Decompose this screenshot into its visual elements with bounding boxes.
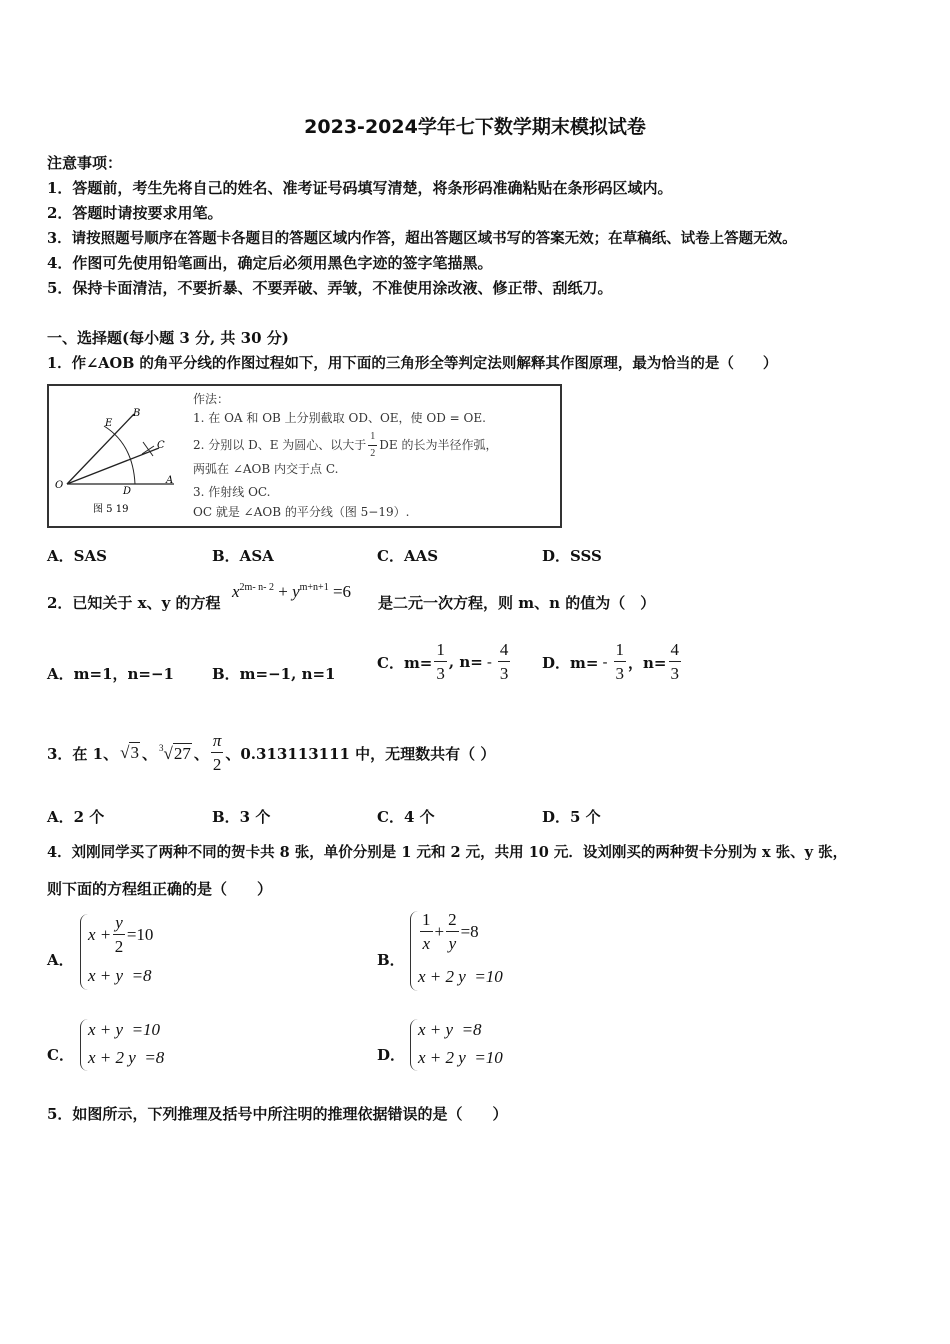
method-step-2 [193,432,497,459]
q4b-plus: + [434,921,445,941]
q4b-n2: 2 [446,911,459,932]
q3-sep-1: 、 [141,744,157,763]
eq-rhs: =6 [328,582,352,601]
half-fraction [368,432,377,459]
q4b-d2: y [448,933,457,953]
page-title: 2023-2024学年七下数学期末模拟试卷 [304,116,646,138]
optc-den-1: 3 [436,664,445,683]
sqrt-3-radicand: 3 [130,743,139,762]
q2-option-a: A．m=1，n=−1 [47,665,174,683]
q3-option-a: A．2 个 [47,808,105,826]
q2-option-b: B．m=−1, n=1 [212,665,336,683]
q4-option-c-label: C． [47,1046,74,1064]
q4-line-1: 4．刘刚同学买了两种不同的贺卡共 8 张，单价分别是 1 元和 2 元，共用 10 元．设刘刚买的两种贺卡分别为 x 张、y 张， [47,844,848,861]
q4a-den: 2 [114,936,124,956]
q4a-eq1-post: =10 [126,924,154,944]
q4-option-b-label: B． [377,951,405,969]
eq-y: y [292,582,300,601]
q4a-eq2: x + y =8 [88,966,152,985]
q4-option-c-system [80,1019,201,1071]
q2-option-c [377,638,512,686]
cbrt-index: 3 [158,742,164,753]
optc-den-2: 3 [499,664,509,683]
label-e: E [105,418,113,429]
half-num: 1 [368,432,377,446]
label-c: C [157,440,165,451]
step2-part-b: DE 的长为半径作弧， [379,438,498,452]
method-step-2c: 两弧在 ∠AOB 内交于点 C. [193,462,339,476]
q4a-eq1-pre: x + [88,924,112,944]
notice-heading: 注意事项： [47,154,123,172]
q4b-n1: 1 [420,911,433,932]
q3-option-b: B．3 个 [212,808,271,826]
eq-x: x [232,582,240,601]
q4b-frac-1 [420,911,433,953]
optd-pre: D．m= [542,653,599,672]
q4-option-b-system [410,911,541,991]
q3-option-c: C．4 个 [377,808,435,826]
eq-exp2: m+n+1 [299,582,329,593]
q1-option-b: B．ASA [212,547,274,565]
q2-equation [232,582,351,602]
notice-item-3: 3．请按照题号顺序在答题卡各题目的答题区域内作答，超出答题区域书写的答案无效；在草稿纸、试卷上答题无效。 [47,230,797,247]
optc-mid: , n= [448,653,483,671]
q4b-eq2: x + 2 y =10 [418,967,503,986]
q4-option-a-label: A． [47,951,74,969]
q1-option-a: A．SAS [47,547,107,565]
label-d: D [123,486,132,497]
eq-exp1: 2m- n- 2 [239,582,274,593]
cbrt-27: $^3$√27 [158,742,191,763]
pi-num: π [211,732,224,753]
pi-den: 2 [212,755,222,774]
optd-num-2: 4 [669,641,682,662]
q4d-eq1: x + y =8 [418,1020,482,1039]
method-title: 作法： [193,392,230,406]
q4c-eq2: x + 2 y =8 [88,1048,165,1067]
q3-prefix: 3．在 1、 [47,744,119,763]
figure-caption: 图 5 19 [93,504,129,515]
q4b-eq1 [418,911,479,953]
q3-stem [47,722,495,784]
q4-option-d-system [410,1019,541,1071]
optc-frac-2 [498,641,511,683]
notice-item-4: 4．作图可先使用铅笔画出，确定后必须用黑色字迹的签字笔描黑。 [47,254,493,272]
pi-over-2 [211,732,224,774]
q3-option-d: D．5 个 [542,808,601,826]
q4d-eq2: x + 2 y =10 [418,1048,503,1067]
q4a-frac [113,914,125,956]
q1-option-d: D．SSS [542,547,602,565]
section-heading: 一、选择题(每小题 3 分, 共 30 分) [47,329,289,347]
method-step-1: 1. 在 OA 和 OB 上分别截取 OD、OE，使 OD = OE. [193,411,486,425]
q1-stem: 1．作∠AOB 的角平分线的作图过程如下，用下面的三角形全等判定法则解释其作图原理，最为恰当的是（ ） [47,355,778,372]
q4c-eq1: x + y =10 [88,1020,161,1039]
label-a: A [166,475,174,486]
q3-suffix: 、0.313113111 中，无理数共有（ ） [225,744,496,763]
optd-frac-1 [614,641,627,683]
notice-item-1: 1．答题前，考生先将自己的姓名、准考证号码填写清楚，将条形码准确粘贴在条形码区域内。 [47,179,673,197]
notice-item-5: 5．保持卡面清洁，不要折暴、不要弄破、弄皱，不准使用涂改液、修正带、刮纸刀。 [47,279,613,297]
q4b-d1: x [422,933,431,953]
q1-option-c: C．AAS [377,547,439,565]
q1-figure [47,384,562,528]
optd-den-2: 3 [670,664,680,683]
q2-suffix: 是二元一次方程，则 m、n 的值为（ ） [378,594,656,612]
optd-mid: ，n= [628,653,667,672]
method-step-3: 3. 作射线 OC. [193,485,271,499]
q4b-frac-2 [446,911,459,953]
optd-frac-2 [669,641,682,683]
q3-sep-2: 、 [193,744,209,763]
q5-stem: 5．如图所示，下列推理及括号中所注明的推理依据错误的是（ ） [47,1105,508,1123]
optd-minus: - [602,653,608,671]
q4-option-a-system [80,914,201,990]
eq-plus: + [274,582,293,601]
label-o: O [55,480,64,491]
optc-num-1: 1 [434,641,447,662]
q4-line-2: 则下面的方程组正确的是（ ） [47,880,273,898]
q4b-eq1-post: =8 [460,921,479,941]
step2-part-a: 2. 分别以 D、E 为圆心、以大于 [193,438,367,452]
optd-den-1: 3 [615,664,625,683]
optc-frac-1 [434,641,447,683]
method-conclusion: OC 就是 ∠AOB 的平分线（图 5−19）. [193,505,410,519]
optc-pre: C．m= [377,653,433,672]
q4-option-d-label: D． [377,1046,406,1064]
half-den: 2 [370,447,376,459]
q4a-num: y [113,914,125,935]
cbrt-radicand: 27 [173,743,191,763]
sqrt-3: √3 [120,743,139,762]
label-b: B [133,408,141,419]
optc-num-2: 4 [498,641,511,662]
notice-item-2: 2．答题时请按要求用笔。 [47,204,223,222]
angle-bisector-diagram [49,386,199,524]
optc-minus: - [486,653,492,671]
q2-prefix: 2．已知关于 x、y 的方程 [47,594,221,612]
q2-option-d [542,638,683,686]
optd-num-1: 1 [614,641,627,662]
q4a-eq1 [88,914,153,956]
